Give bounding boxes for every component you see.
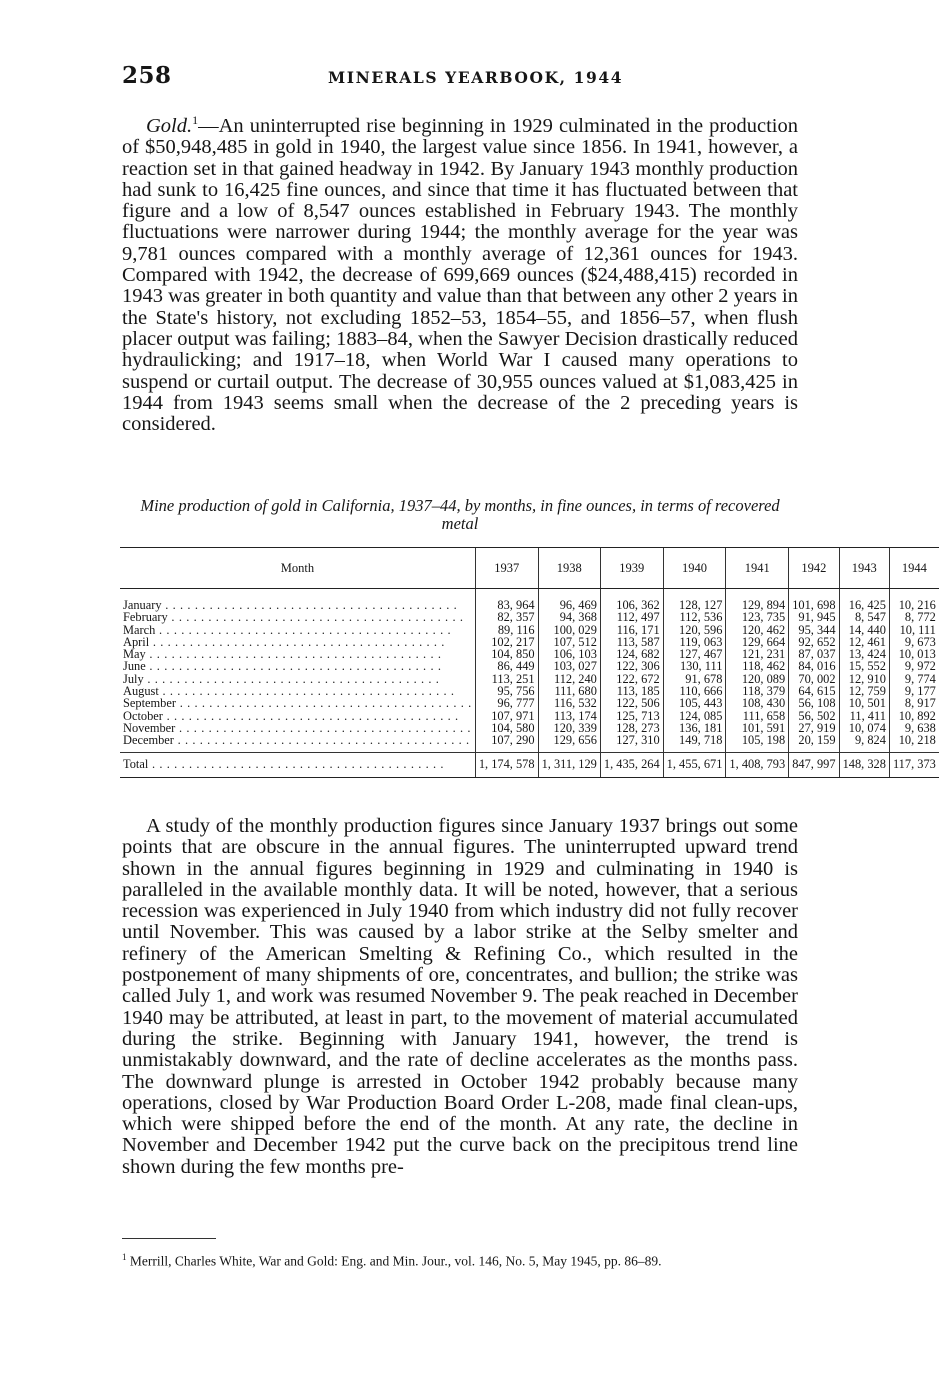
page-header [122,62,798,94]
paragraph-text: —An uninterrupted rise beginning in 1929 culminated in the production of $50,948,485 in gold in 1940, the largest value since 1856. In 1941, however, a reaction set in that gained headway in 1942. By January 1943 monthly production had sunk to 16,425 fine ounces, and since that time it has fluctuated between that figure and a low of 8,547 ounces established in February 1943. The monthly fluctuations were narrower during 1944; the monthly average for the year was 9,781 ounces compared with a monthly average of 12,361 ounces for 1943. Compared with 1942, the decrease of 699,669 ounces ($24,488,415) recorded in 1943 was greater in both quantity and value than that between any other 2 years in the State's history, not excluding 1852–53, 1854–55, and 1856–57, when flush placer output was failing; 1883–84, when the Sawyer Decision drastically reduced hydraulicking; and 1917–18, when World War I caused many operations to suspend or curtail output. The decrease of 30,955 ounces valued at $1,083,425 in 1944 from 1943 seems small when the decrease of the 2 preceding years is considered. [122,115,798,436]
value-cell: 9, 774 [889,673,938,685]
value-cell: 56, 108 [789,697,839,709]
value-cell: 10, 111 [889,624,938,636]
section-lead: Gold. [146,115,193,137]
value-cell: 119, 063 [663,636,726,648]
value-cell: 122, 306 [600,660,663,672]
month-label: April . . . [123,636,472,648]
column-header-year: 1937 [475,548,538,589]
value-cell: 122, 506 [600,697,663,709]
month-cell [120,660,475,672]
study-paragraph: A study of the monthly production figures since January 1937 brings out some points that are obscure in the annual figures. The uninterrupted upward trend shown in the annual figures beginning in 1929 and culminating in 1940 is paralleled in the available monthly data. It will be noted, however, that a serious recession was experienced in July 1940 from which industry did not fully recover until November. This was caused by a labor strike at the Selby smelter and refinery of the American Smelting & Refining Co., which resulted in the postponement of many shipments of ore, concentrates, and bullion; the strike was called July 1, and work was resumed November 9. The peak reached in December 1940 may be attributed, at least in part, to the movement of material accumulated during the strike. Beginning with January 1941, however, the trend is unmistakably downward, and the rate of decline accelerates as the months pass. The downward plunge is arrested in October 1942 probably because many operations, closed by War Production Board Order L-208, made final clean-ups, which were shipped before the end of the month. At any rate, the decline in November and December 1942 put the curve back on the precipitous trend line shown during the few months pre- [122,815,798,1178]
month-label: August . . . [123,685,472,697]
total-value-cell: 1, 311, 129 [538,752,600,777]
total-value-cell: 1, 408, 793 [726,752,789,777]
value-cell: 89, 116 [475,624,538,636]
value-cell: 110, 666 [663,685,726,697]
value-cell: 111, 680 [538,685,600,697]
column-header-year: 1941 [726,548,789,589]
value-cell: 94, 368 [538,611,600,623]
value-cell: 9, 177 [889,685,938,697]
footnote-divider [122,1238,216,1239]
value-cell: 123, 735 [726,611,789,623]
value-cell: 12, 759 [839,685,889,697]
value-cell: 9, 673 [889,636,938,648]
value-cell: 149, 718 [663,734,726,752]
value-cell: 27, 919 [789,722,839,734]
value-cell: 64, 615 [789,685,839,697]
column-header-month: Month [120,548,475,589]
table-body [120,589,939,753]
value-cell: 116, 171 [600,624,663,636]
footnote-reference: 1 [192,113,199,128]
value-cell: 106, 362 [600,589,663,612]
table-row [120,589,939,612]
value-cell: 112, 536 [663,611,726,623]
value-cell: 101, 591 [726,722,789,734]
value-cell: 116, 532 [538,697,600,709]
month-label: March . . . [123,624,472,636]
footnote-text: Merrill, Charles White, War and Gold: Eng. and Min. Jour., vol. 146, No. 5, May 1945, pp. 86–89. [129,1253,662,1269]
value-cell: 108, 430 [726,697,789,709]
value-cell: 13, 424 [839,648,889,660]
value-cell: 113, 251 [475,673,538,685]
total-value-cell: 1, 174, 578 [475,752,538,777]
value-cell: 9, 638 [889,722,938,734]
page-number: 258 [122,62,172,89]
value-cell: 112, 497 [600,611,663,623]
value-cell: 10, 013 [889,648,938,660]
value-cell: 100, 029 [538,624,600,636]
value-cell: 10, 501 [839,697,889,709]
month-label: December . . . [123,734,472,746]
gold-production-table [120,547,939,778]
value-cell: 120, 089 [726,673,789,685]
month-cell [120,697,475,709]
value-cell: 11, 411 [839,710,889,722]
value-cell: 96, 469 [538,589,600,612]
value-cell: 101, 698 [789,589,839,612]
month-label: November . . . [123,722,472,734]
value-cell: 83, 964 [475,589,538,612]
total-value-cell: 847, 997 [789,752,839,777]
value-cell: 9, 824 [839,734,889,752]
month-label: October . . . [123,710,472,722]
value-cell: 12, 461 [839,636,889,648]
column-header-year: 1943 [839,548,889,589]
value-cell: 10, 216 [889,589,938,612]
value-cell: 113, 185 [600,685,663,697]
value-cell: 14, 440 [839,624,889,636]
footnote-marker: 1 [122,1252,127,1262]
table-row [120,697,939,709]
value-cell: 10, 892 [889,710,938,722]
month-label: July . . . [123,673,472,685]
value-cell: 129, 894 [726,589,789,612]
value-cell: 104, 580 [475,722,538,734]
value-cell: 8, 772 [889,611,938,623]
value-cell: 127, 467 [663,648,726,660]
value-cell: 96, 777 [475,697,538,709]
value-cell: 122, 672 [600,673,663,685]
footnote [122,1249,798,1270]
value-cell: 107, 512 [538,636,600,648]
value-cell: 111, 658 [726,710,789,722]
value-cell: 105, 198 [726,734,789,752]
month-cell [120,734,475,752]
value-cell: 120, 596 [663,624,726,636]
table-caption: Mine production of gold in California, 1937–44, by months, in fine ounces, in terms of recovered metal [140,496,780,533]
value-cell: 56, 502 [789,710,839,722]
total-value-cell: 1, 455, 671 [663,752,726,777]
value-cell: 82, 357 [475,611,538,623]
value-cell: 107, 971 [475,710,538,722]
value-cell: 102, 217 [475,636,538,648]
value-cell: 104, 850 [475,648,538,660]
month-label: January . . . [123,599,472,611]
value-cell: 10, 218 [889,734,938,752]
total-row [120,752,939,777]
value-cell: 124, 085 [663,710,726,722]
value-cell: 15, 552 [839,660,889,672]
month-cell [120,611,475,623]
value-cell: 91, 678 [663,673,726,685]
value-cell: 20, 159 [789,734,839,752]
month-label: September . . . [123,697,472,709]
value-cell: 128, 273 [600,722,663,734]
value-cell: 118, 379 [726,685,789,697]
total-label-cell [120,752,475,777]
column-header-year: 1944 [889,548,938,589]
value-cell: 113, 587 [600,636,663,648]
value-cell: 8, 547 [839,611,889,623]
value-cell: 124, 682 [600,648,663,660]
value-cell: 129, 664 [726,636,789,648]
value-cell: 9, 972 [889,660,938,672]
value-cell: 128, 127 [663,589,726,612]
value-cell: 125, 713 [600,710,663,722]
gold-paragraph [122,113,798,436]
value-cell: 105, 443 [663,697,726,709]
month-label: February . . . [123,611,472,623]
column-header-year: 1942 [789,548,839,589]
month-label: May . . . [123,648,472,660]
value-cell: 107, 290 [475,734,538,752]
total-label: Total . . . [123,758,472,770]
value-cell: 92, 652 [789,636,839,648]
value-cell: 84, 016 [789,660,839,672]
value-cell: 95, 344 [789,624,839,636]
value-cell: 121, 231 [726,648,789,660]
value-cell: 12, 910 [839,673,889,685]
value-cell: 127, 310 [600,734,663,752]
value-cell: 103, 027 [538,660,600,672]
total-value-cell: 1, 435, 264 [600,752,663,777]
value-cell: 129, 656 [538,734,600,752]
value-cell: 70, 002 [789,673,839,685]
value-cell: 120, 462 [726,624,789,636]
table-header-row [120,548,939,589]
column-header-year: 1938 [538,548,600,589]
table-row [120,660,939,672]
table-row [120,611,939,623]
value-cell: 112, 240 [538,673,600,685]
value-cell: 136, 181 [663,722,726,734]
value-cell: 130, 111 [663,660,726,672]
value-cell: 87, 037 [789,648,839,660]
column-header-year: 1940 [663,548,726,589]
column-header-year: 1939 [600,548,663,589]
value-cell: 86, 449 [475,660,538,672]
value-cell: 95, 756 [475,685,538,697]
value-cell: 10, 074 [839,722,889,734]
value-cell: 120, 339 [538,722,600,734]
total-value-cell: 117, 373 [889,752,938,777]
value-cell: 16, 425 [839,589,889,612]
total-value-cell: 148, 328 [839,752,889,777]
running-title: MINERALS YEARBOOK, 1944 [328,68,624,87]
value-cell: 91, 945 [789,611,839,623]
value-cell: 8, 917 [889,697,938,709]
value-cell: 113, 174 [538,710,600,722]
month-cell [120,589,475,612]
value-cell: 118, 462 [726,660,789,672]
value-cell: 106, 103 [538,648,600,660]
table-row [120,734,939,752]
month-label: June . . . [123,660,472,672]
